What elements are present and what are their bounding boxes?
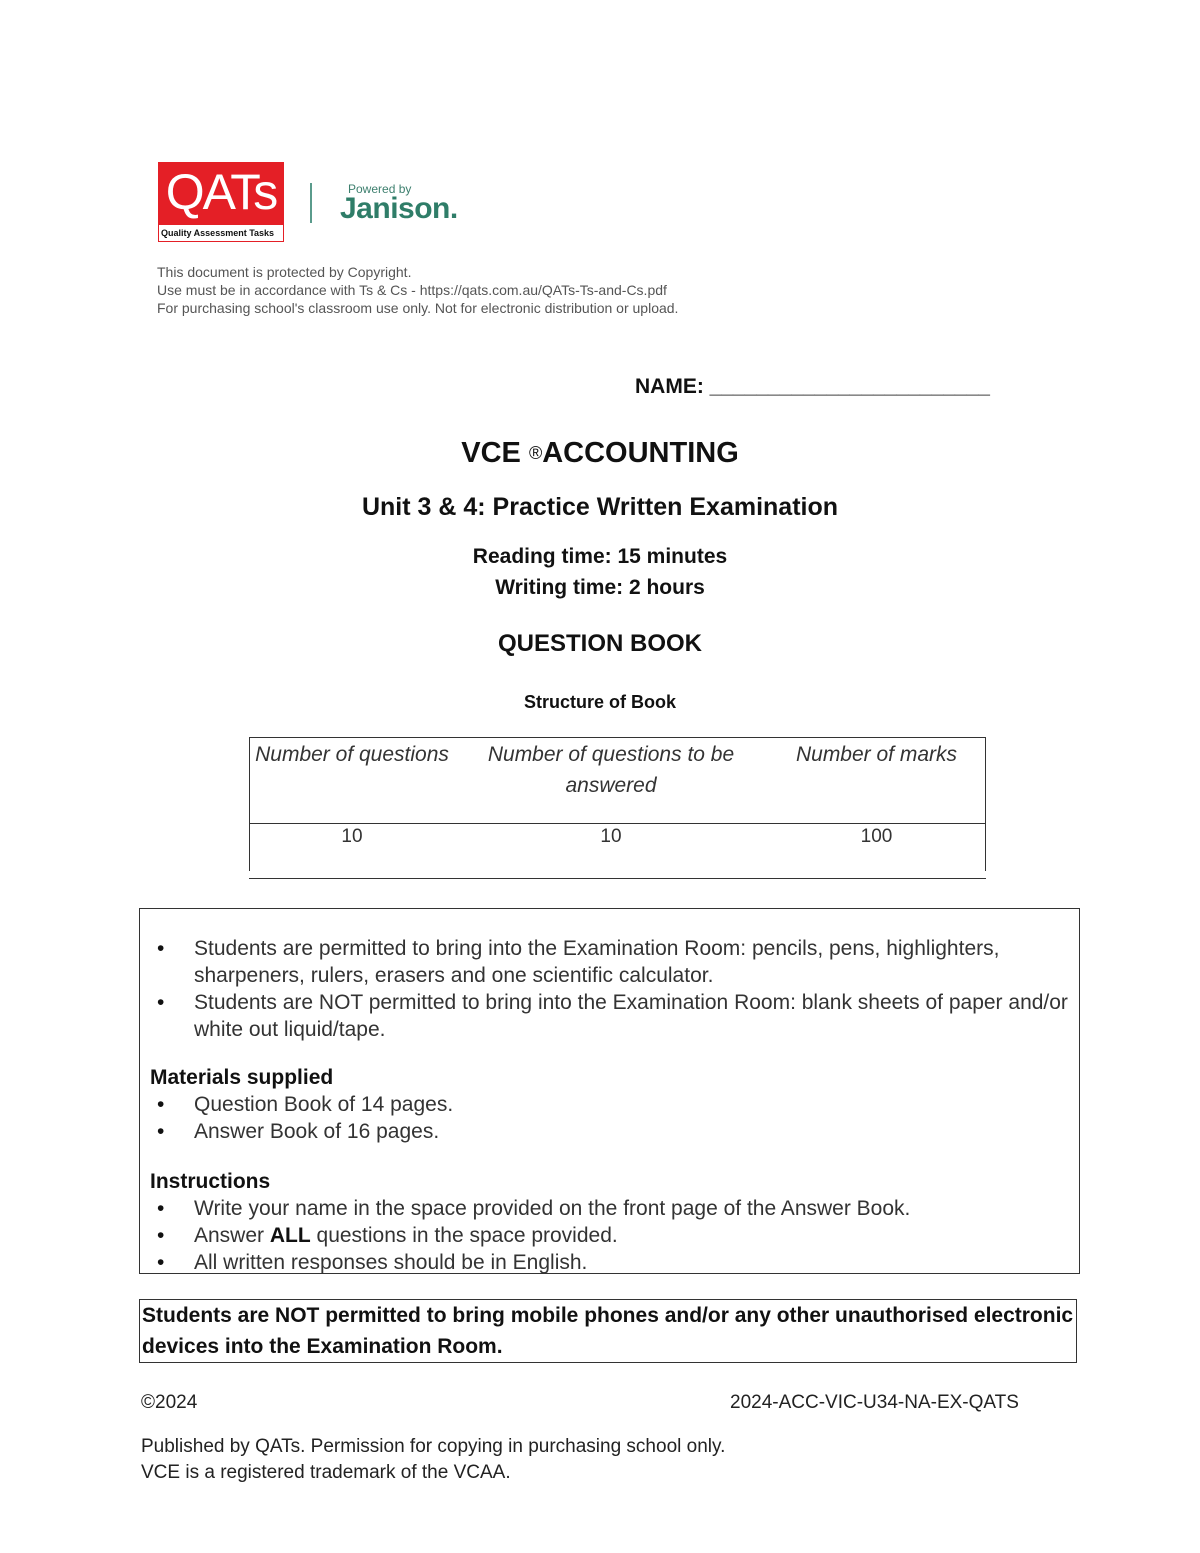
table-row: [249, 824, 986, 879]
copyright-line-1: This document is protected by Copyright.: [157, 264, 412, 280]
footer-published: Published by QATs. Permission for copying in purchasing school only.: [141, 1436, 726, 1457]
list-item: • Students are NOT permitted to bring into the Examination Room: blank sheets of paper and/or white out liquid/tape.: [140, 989, 1079, 1043]
page-subtitle: Unit 3 & 4: Practice Written Examination: [361, 493, 839, 521]
list-item: • All written responses should be in English.: [140, 1249, 1079, 1276]
writing-time: Writing time: 2 hours: [495, 576, 705, 599]
copyright-line-2: Use must be in accordance with Ts & Cs - https://qats.com.au/QATs-Ts-and-Cs.pdf: [157, 282, 667, 298]
instructions-heading: Instructions: [150, 1170, 271, 1193]
logo-divider: [310, 183, 312, 223]
warning-box: Students are NOT permitted to bring mobile phones and/or any other unauthorised electronic devices into the Examination Room.: [139, 1299, 1077, 1363]
list-item: • Question Book of 14 pages.: [140, 1091, 1079, 1118]
list-item: • Answer Book of 16 pages.: [140, 1118, 1079, 1145]
header-questions-to-answer: Number of questions to be answered: [455, 737, 767, 824]
value-questions-to-answer: 10: [455, 824, 767, 879]
structure-heading: Structure of Book: [523, 692, 676, 712]
question-book-heading: QUESTION BOOK: [497, 630, 702, 657]
list-item: • Students are permitted to bring into the Examination Room: pencils, pens, highlighters, sharpeners, rulers, erasers and one scientific calculator.: [140, 935, 1079, 989]
instruction-text: Answer: [194, 1224, 270, 1247]
header-number-of-marks: Number of marks: [767, 737, 986, 824]
table-header-row: [249, 737, 986, 824]
qats-logo: [158, 162, 284, 242]
list-item: • Write your name in the space provided on the front page of the Answer Book.: [140, 1195, 1079, 1222]
qats-tagline: Quality Assessment Tasks: [158, 224, 284, 242]
instruction-emphasis: ALL: [269, 1224, 311, 1247]
materials-list: [140, 1091, 1079, 1145]
structure-table: [249, 737, 986, 879]
page-title: [0, 437, 1200, 470]
title-prefix: VCE: [461, 437, 529, 469]
value-number-of-marks: 100: [767, 824, 986, 879]
name-field[interactable]: NAME: ________________________: [635, 375, 990, 398]
copyright-notice: [157, 263, 678, 317]
footer-copyright: ©2024: [141, 1392, 198, 1413]
header-number-of-questions: Number of questions: [249, 737, 455, 824]
registered-mark: ®: [528, 443, 543, 463]
qats-logo-text: QATs: [165, 164, 277, 220]
instructions-list: [140, 1195, 1079, 1276]
powered-by-text: Powered by: [348, 182, 412, 196]
janison-logo: Janison.: [340, 192, 458, 225]
value-number-of-questions: 10: [249, 824, 455, 879]
reading-time: Reading time: 15 minutes: [472, 545, 728, 568]
copyright-line-3: For purchasing school's classroom use only. Not for electronic distribution or upload.: [157, 300, 679, 316]
footer-document-code: 2024-ACC-VIC-U34-NA-EX-QATS: [730, 1392, 1019, 1413]
list-item: [140, 1222, 1079, 1249]
permitted-list: [140, 935, 1079, 1043]
title-main: ACCOUNTING: [542, 437, 739, 469]
instruction-text: questions in the space provided.: [310, 1224, 618, 1247]
instructions-box: [139, 908, 1080, 1274]
footer-trademark: VCE is a registered trademark of the VCAA.: [141, 1462, 511, 1483]
materials-heading: Materials supplied: [150, 1066, 334, 1089]
